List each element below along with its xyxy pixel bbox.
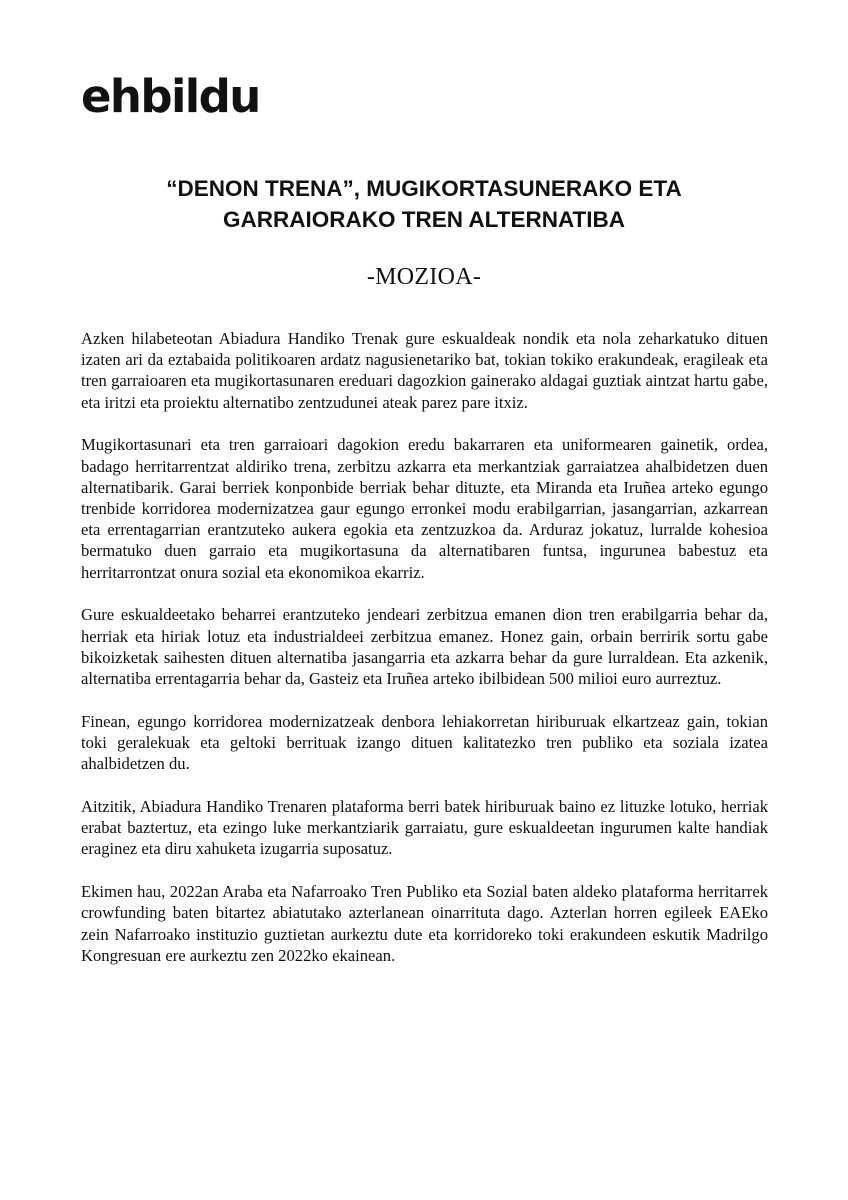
ehbildu-logo: ehbildu	[81, 70, 260, 123]
paragraph: Azken hilabeteotan Abiadura Handiko Trenak gure eskualdeak nondik eta nola zeharkatuko dituen izaten ari da eztabaida politikoaren ardatz nagusienetariko bat, tokian tokiko erakundeak, eragileak eta tren garraioaren eta mugikortasunaren ereduari dagozkion gainerako aldagai guztiak aintzat hartu gabe, eta iritzi eta proiektu alternatibo zentzudunei ateak parez pare itxiz.	[81, 329, 768, 412]
paragraph: Ekimen hau, 2022an Araba eta Nafarroako Tren Publiko eta Sozial baten aldeko plataforma herritarrek crowfunding baten bitartez abiatutako azterlanean oinarrituta dago. Azterlan horren egileek EAEko zein Nafarroako instituzio guztietan aurkeztu dute eta korridoreko toki erakundeen eskutik Madrilgo Kongresuan ere aurkeztu zen 2022ko ekainean.	[81, 882, 768, 965]
title-line-1: “DENON TRENA”, MUGIKORTASUNERAKO ETA	[166, 176, 682, 201]
document-subtitle: -MOZIOA-	[366, 264, 482, 290]
document-title	[80, 173, 768, 235]
paragraph: Aitzitik, Abiadura Handiko Trenaren plataforma berri batek hiriburuak baino ez lituzke lotuko, herriak erabat baztertuz, eta ezingo luke merkantziarik garraiatu, gure eskualdeetan ingurumen kalte handiak eraginez eta diru xahuketa izugarria suposatuz.	[81, 797, 768, 859]
paragraph: Gure eskualdeetako beharrei erantzuteko jendeari zerbitzua emanen dion tren erabilgarria behar da, herriak eta hiriak lotuz eta industrialdeei zerbitzua emanez. Honez gain, orbain berririk sortu gabe bikoizketak saihesten dituen alternatiba jasangarria eta azkarra behar da gure lurraldean. Eta azkenik, alternatiba errentagarria behar da, Gasteiz eta Iruñea arteko ibilbidean 500 milioi euro aurreztuz.	[81, 605, 768, 689]
document-body	[81, 328, 768, 988]
title-line-2: GARRAIORAKO TREN ALTERNATIBA	[222, 207, 626, 232]
paragraph: Mugikortasunari eta tren garraioari dagokion eredu bakarraren eta uniformearen gainetik, ordea, badago herritarrentzat aldiriko trena, zerbitzu azkarra eta merkantziak garraiatzea ahalbidetzen duen alternatibarik. Garai berriek konponbide berriak behar dituzte, eta Miranda eta Iruñea arteko egungo trenbide korridorea modernizatzea gaur egungo erronkei modu erabilgarrian, jasangarrian, azkarrean eta errentagarrian erantzuteko aukera egokia eta zentzuzkoa da. Arduraz jokatuz, lurralde kohesioa bermatuko duen garraio eta mugikortasuna da alternatibaren funtsa, ingurunea babestuz eta herritarrontzat onura sozial eta ekonomikoa ekarriz.	[81, 435, 768, 582]
paragraph: Finean, egungo korridorea modernizatzeak denbora lehiakorretan hiriburuak elkartzeaz gain, tokian toki geralekuak eta geltoki berrituak izango dituen kalitatezko tren publiko eta soziala izatea ahalbidetzen du.	[81, 711, 768, 774]
